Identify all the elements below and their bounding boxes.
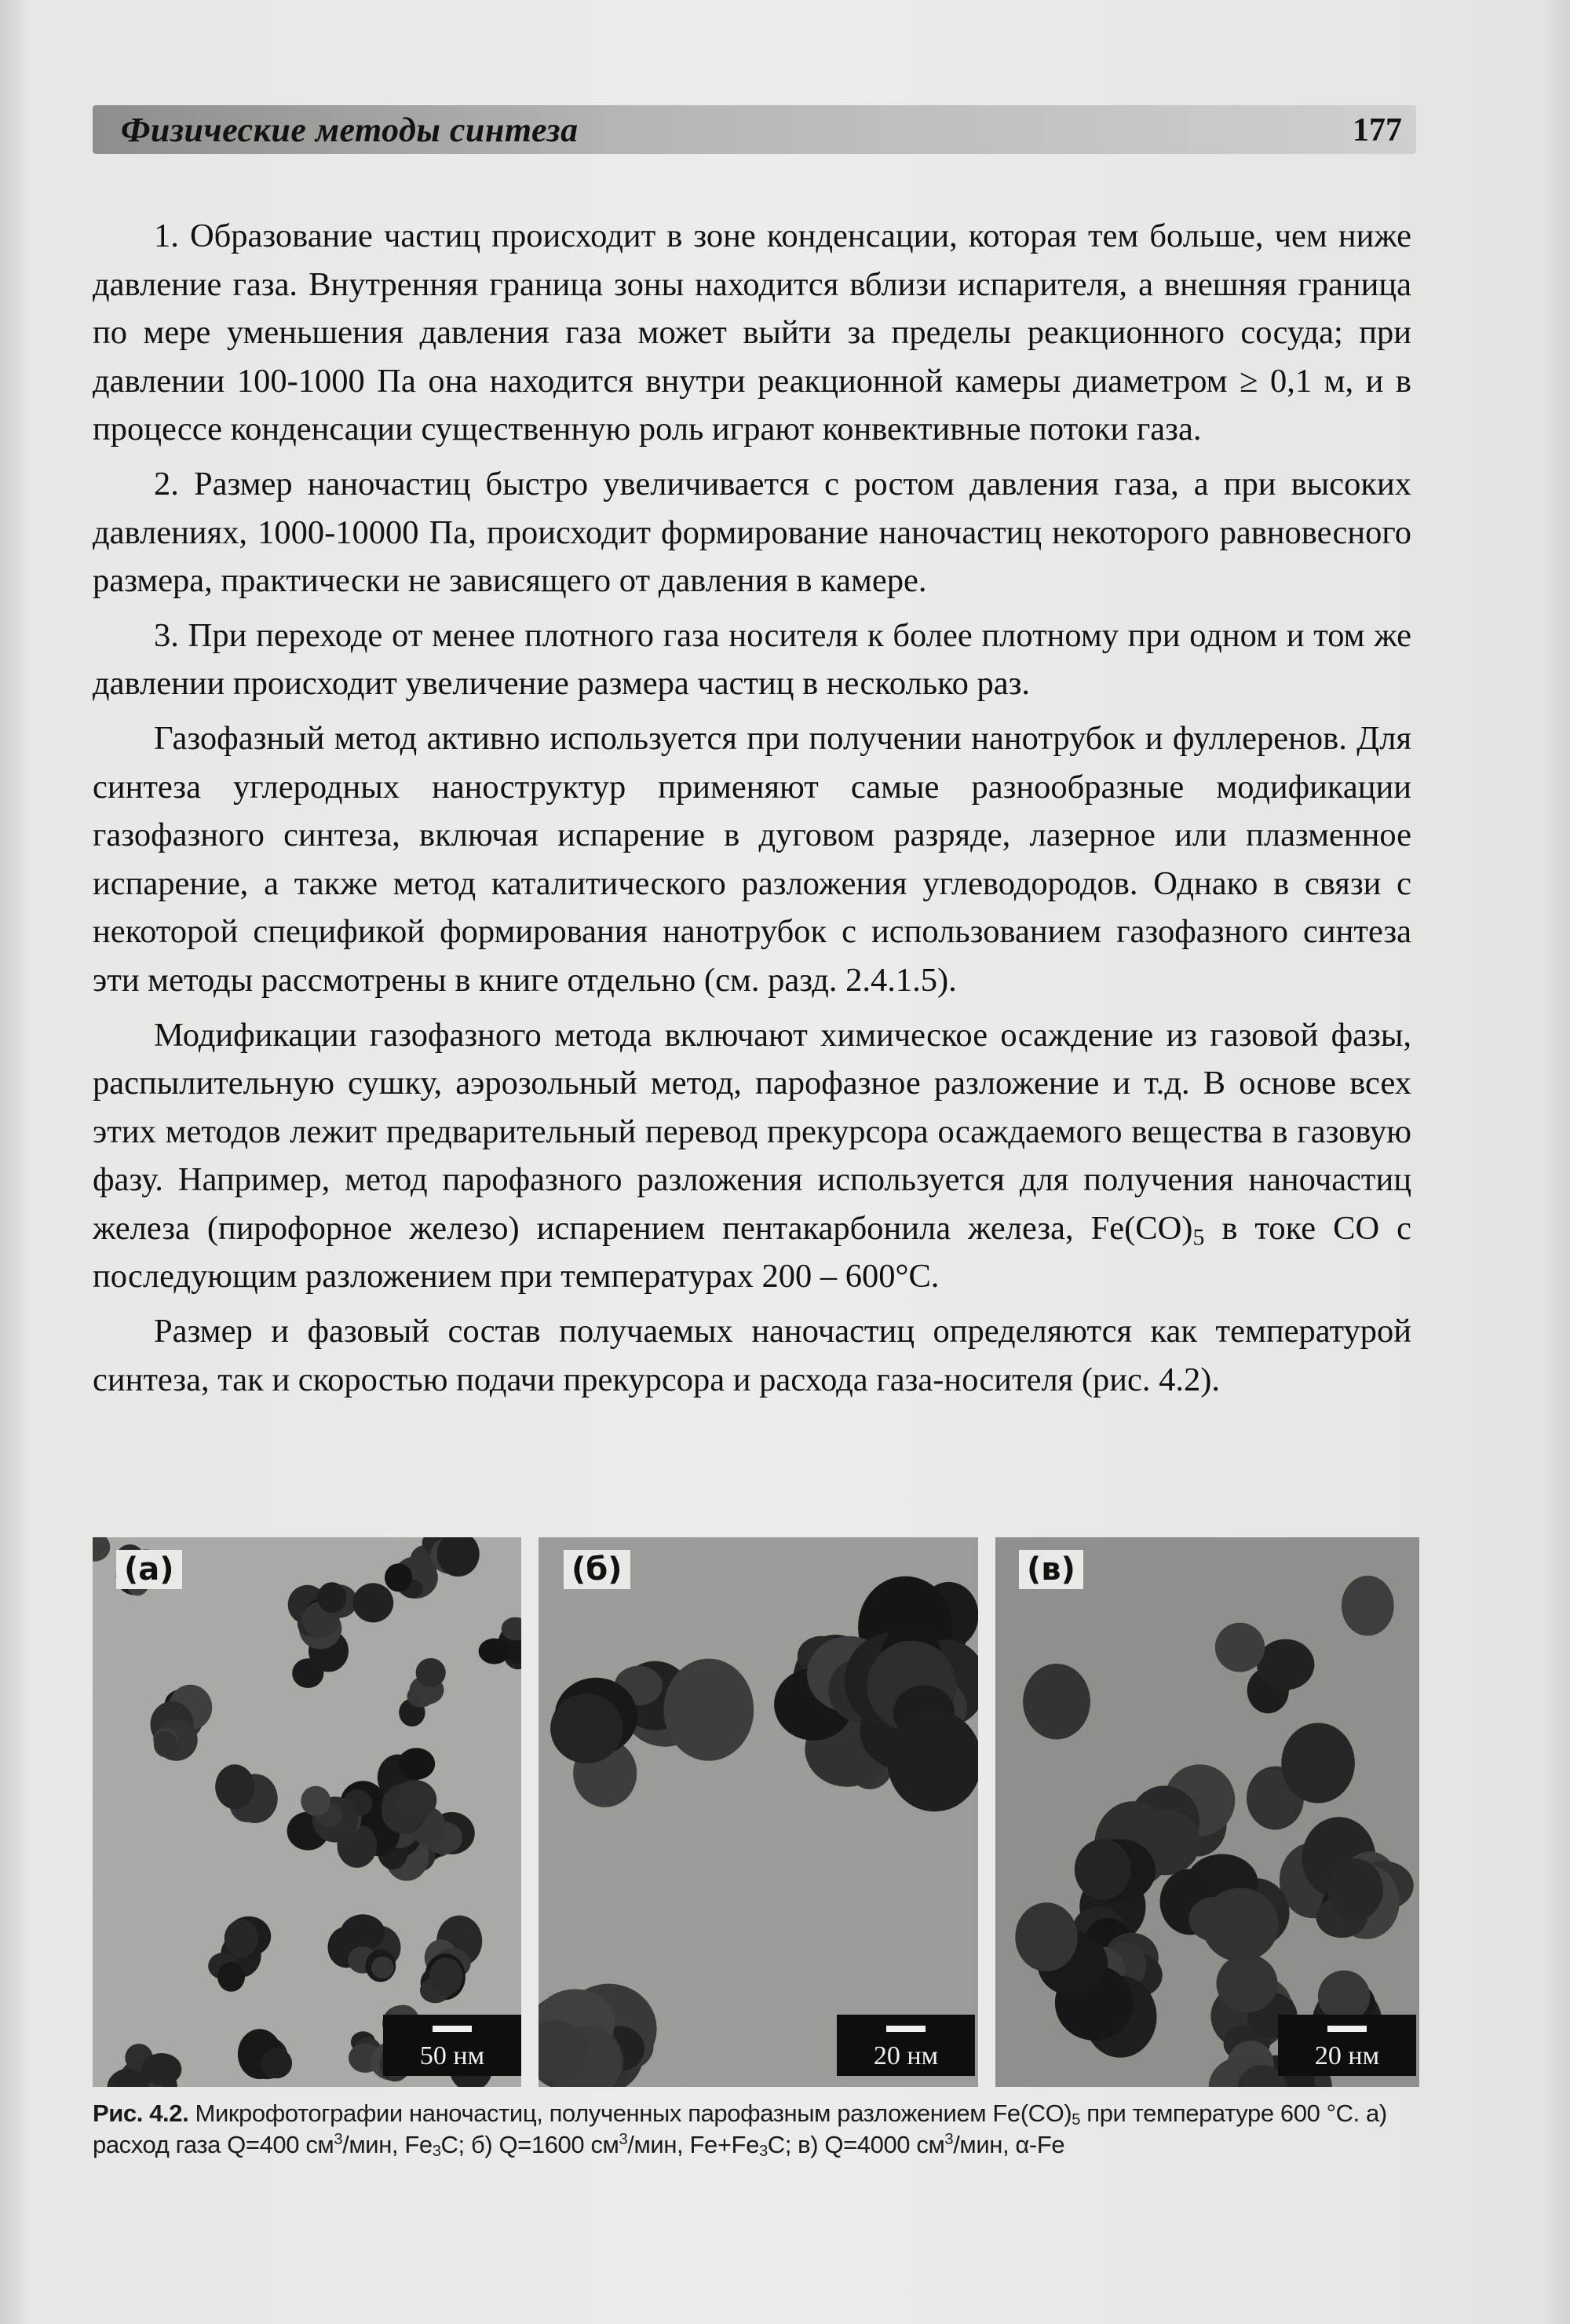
nanoparticle bbox=[1075, 1839, 1131, 1899]
nanoparticle bbox=[217, 1962, 245, 1992]
paragraph-6: Размер и фазовый состав получаемых наночастиц определяются как температурой синтеза, так и скоростью подачи прекурсора и расхода газа-носителя (рис. 4.2). bbox=[93, 1313, 1411, 1398]
nanoparticle bbox=[225, 1920, 258, 1957]
caption-superscript: 3 bbox=[944, 2130, 954, 2148]
nanoparticle bbox=[1257, 1639, 1314, 1690]
figure-caption bbox=[93, 2098, 1419, 2161]
caption-text: /мин, α-Fe bbox=[953, 2131, 1065, 2158]
nanoparticle bbox=[142, 2053, 182, 2085]
nanoparticle bbox=[261, 2048, 292, 2078]
caption-subscript: 3 bbox=[758, 2143, 768, 2161]
scale-bar-c bbox=[1278, 2015, 1416, 2076]
caption-superscript: 3 bbox=[619, 2130, 628, 2148]
nanoparticle bbox=[371, 1957, 394, 1979]
caption-text: C; в) Q=4000 см bbox=[767, 2131, 945, 2158]
nanoparticle bbox=[479, 1639, 510, 1664]
nanoparticle bbox=[394, 1780, 437, 1820]
scale-bar-label: 20 нм bbox=[1314, 2041, 1380, 2070]
micrograph-a bbox=[93, 1537, 521, 2087]
nanoparticle bbox=[1327, 1858, 1383, 1920]
figure-label-c: (в) bbox=[1019, 1550, 1083, 1589]
nanoparticle bbox=[215, 1764, 254, 1809]
caption-superscript: 3 bbox=[334, 2130, 343, 2148]
scale-bar-a bbox=[383, 2015, 521, 2076]
caption-text: C; б) Q=1600 см bbox=[440, 2131, 619, 2158]
nanoparticle bbox=[352, 1583, 393, 1622]
figure-label-b: (б) bbox=[564, 1550, 630, 1589]
body-text bbox=[93, 212, 1411, 1410]
nanoparticle bbox=[1023, 1664, 1090, 1739]
nanoparticle bbox=[398, 1748, 435, 1780]
caption-text: Микрофотографии наночастиц, полученных парофазным разложением Fe(CO) bbox=[188, 2099, 1072, 2127]
nanoparticle bbox=[385, 1563, 412, 1591]
paragraph-1: 1. Образование частиц происходит в зоне конденсации, которая тем больше, чем ниже давление газа. Внутренняя граница зоны находится вблизи испарителя, а внешняя граница по мере уменьшения давления газа может выйти за пределы реакционного сосуда; при давлении 100-1000 Па она находится внутри реакционной камеры диаметром ≥ 0,1 м, и в процессе конденсации существенную роль играют конвективные потоки газа. bbox=[93, 217, 1411, 448]
micrograph-c bbox=[995, 1537, 1419, 2087]
caption-subscript: 3 bbox=[432, 2143, 441, 2161]
paragraph-5-part-b: в токе CO с последующим разложением при температурах 200 – 600°С. bbox=[93, 1209, 1411, 1295]
nanoparticle bbox=[429, 1957, 463, 1995]
nanoparticle bbox=[887, 1710, 978, 1811]
scale-bar-line bbox=[433, 2026, 472, 2032]
caption-label: Рис. 4.2. bbox=[93, 2099, 189, 2127]
nanoparticle bbox=[1015, 1902, 1077, 1971]
scale-bar-label: 50 нм bbox=[419, 2041, 485, 2070]
nanoparticle bbox=[317, 1582, 346, 1613]
nanoparticle bbox=[1281, 1723, 1355, 1803]
page-number: 177 bbox=[1353, 112, 1402, 148]
figure-label-a: (а) bbox=[116, 1550, 182, 1589]
nanoparticle bbox=[1217, 1954, 1278, 2012]
scale-bar-line bbox=[886, 2026, 926, 2032]
running-header bbox=[93, 105, 1416, 154]
scale-bar-b bbox=[837, 2015, 975, 2076]
subscript: 5 bbox=[1192, 1224, 1205, 1251]
paragraph-5-part-a: Модификации газофазного метода включают химическое осаждение из газовой фазы, распылительную сушку, аэрозольный метод, парофазное разложение и т.д. В основе всех этих методов лежит предварительный перевод прекурсора осаждаемого вещества в газовую фазу. Например, метод парофазного разложения используется для получения наночастиц железа (пирофорное железо) испарением пентакарбонила железа, Fe(CO) bbox=[93, 1016, 1411, 1247]
paragraph-5 bbox=[93, 1011, 1411, 1302]
paragraph-4: Газофазный метод активно используется при получении нанотрубок и фуллеренов. Для синтеза углеродных наноструктур применяют самые разнообразные модификации газофазного синтеза, включая испарение в дуговом разряде, лазерное или плазменное испарение, а также метод каталитического разложения углеводородов. Однако в связи с некоторой спецификой формирования нанотрубок с использованием газофазного синтеза эти методы рассмотрены в книге отдельно (см. разд. 2.4.1.5). bbox=[93, 719, 1411, 999]
micrograph-b bbox=[539, 1537, 978, 2087]
scale-bar-label: 20 нм bbox=[873, 2041, 939, 2070]
figure-4-2 bbox=[93, 1537, 1419, 2087]
paragraph-2: 2. Размер наночастиц быстро увеличивается с ростом давления газа, а при высоких давлениях, 1000-10000 Па, происходит формирование наночастиц некоторого равновесного размера, практически не зависящего от давления в камере. bbox=[93, 465, 1411, 600]
nanoparticle bbox=[663, 1659, 754, 1761]
caption-text: при температуре 600 °С. а) расход газа Q=400 см bbox=[93, 2099, 1387, 2158]
nanoparticle bbox=[550, 1694, 623, 1763]
caption-subscript: 5 bbox=[1072, 2111, 1081, 2129]
paragraph-3: 3. При переходе от менее плотного газа носителя к более плотному при одном и том же давлении происходит увеличение размера частиц в несколько раз. bbox=[93, 616, 1411, 703]
nanoparticle bbox=[416, 1658, 446, 1687]
caption-text: /мин, Fe+Fe bbox=[627, 2131, 759, 2158]
nanoparticle bbox=[1215, 1623, 1265, 1672]
scale-bar-line bbox=[1327, 2026, 1367, 2032]
caption-text: /мин, Fe bbox=[342, 2131, 433, 2158]
nanoparticle bbox=[1342, 1576, 1394, 1636]
nanoparticle bbox=[1202, 1887, 1279, 1961]
chapter-title: Физические методы синтеза bbox=[121, 111, 579, 149]
nanoparticle bbox=[154, 1731, 177, 1758]
nanoparticle bbox=[301, 1786, 330, 1816]
